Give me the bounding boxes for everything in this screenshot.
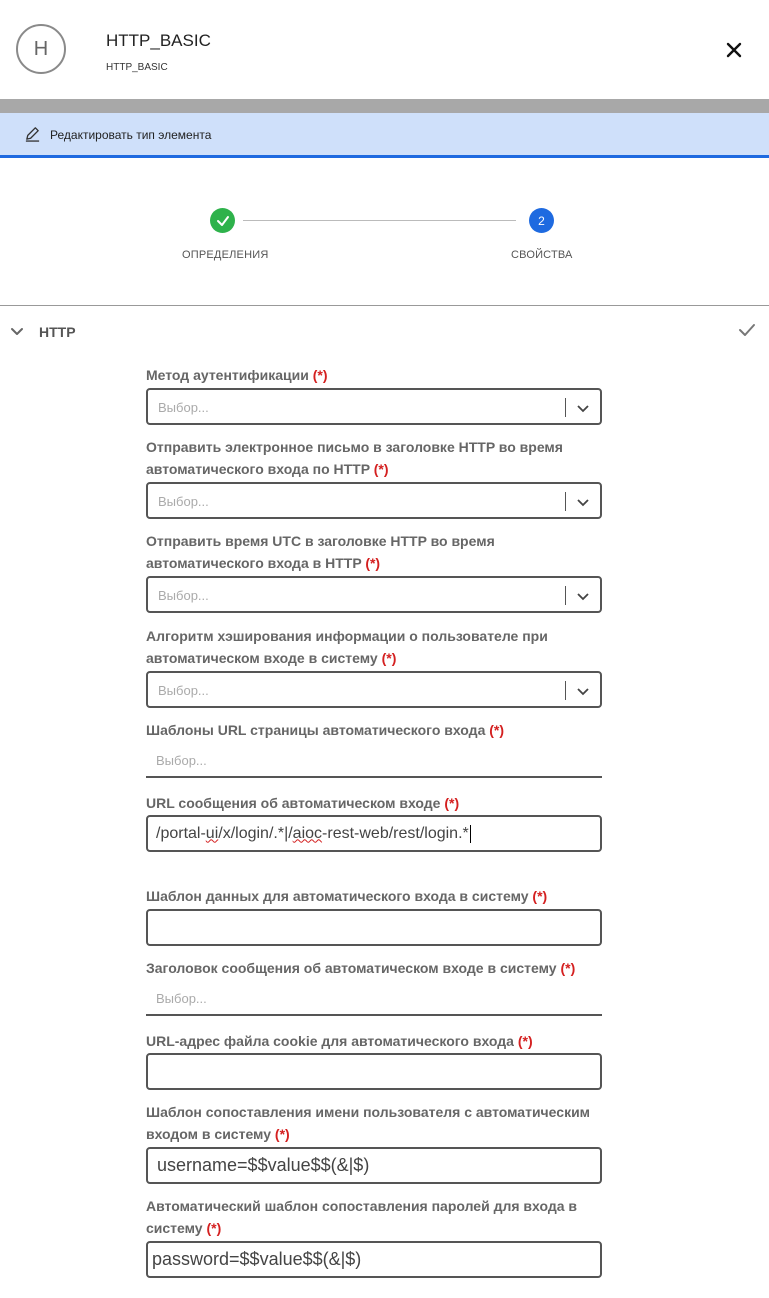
cookie-url-input[interactable] xyxy=(146,1053,602,1090)
step-connector xyxy=(243,220,516,221)
message-header-multiselect[interactable] xyxy=(146,983,602,1016)
field-label-message-header: Заголовок сообщения об автоматическом входе в систему (*) xyxy=(146,960,576,976)
select-separator xyxy=(565,586,566,605)
required-mark: (*) xyxy=(373,461,389,477)
section-title: HTTP xyxy=(39,324,76,340)
multiselect-placeholder: Выбор... xyxy=(156,991,207,1006)
section-header-http[interactable] xyxy=(0,306,769,356)
select-placeholder: Выбор... xyxy=(158,683,209,698)
dialog-subtitle: HTTP_BASIC xyxy=(106,62,168,73)
required-mark: (*) xyxy=(312,367,328,383)
select-placeholder: Выбор... xyxy=(158,494,209,509)
auth-method-select[interactable] xyxy=(146,388,602,425)
chevron-down-icon[interactable] xyxy=(576,589,590,603)
required-mark: (*) xyxy=(365,555,381,571)
close-icon[interactable] xyxy=(722,38,746,62)
step-number-badge[interactable]: 2 xyxy=(529,208,554,233)
chevron-down-icon[interactable] xyxy=(9,324,25,340)
dialog-title: HTTP_BASIC xyxy=(106,31,211,50)
multiselect-placeholder: Выбор... xyxy=(156,753,207,768)
select-separator xyxy=(565,492,566,511)
required-mark: (*) xyxy=(274,1126,290,1142)
username-map-input[interactable]: username=$$value$$(&|$) xyxy=(146,1147,602,1184)
edit-mode-label: Редактировать тип элемента xyxy=(50,128,212,142)
stepper xyxy=(0,161,769,305)
edit-mode-banner xyxy=(0,113,769,158)
required-mark: (*) xyxy=(381,650,397,666)
step-label-definitions[interactable]: ОПРЕДЕЛЕНИЯ xyxy=(182,249,269,261)
field-label-url-patterns: Шаблоны URL страницы автоматического входа (*) xyxy=(146,722,505,738)
step-label-properties[interactable]: СВОЙСТВА xyxy=(511,249,573,261)
required-mark: (*) xyxy=(489,722,505,738)
select-separator xyxy=(565,398,566,417)
field-label-username-map: Шаблон сопоставления имени пользователя с автоматическим входом в систему (*) xyxy=(146,1104,591,1142)
check-icon xyxy=(216,214,230,228)
field-label-send-utc: Отправить время UTC в заголовке HTTP во время автоматического входа в HTTP (*) xyxy=(146,533,495,571)
data-template-input[interactable] xyxy=(146,909,602,946)
required-mark: (*) xyxy=(517,1033,533,1049)
field-label-auth-method: Метод аутентификации (*) xyxy=(146,367,328,383)
send-email-select[interactable] xyxy=(146,482,602,519)
select-placeholder: Выбор... xyxy=(158,588,209,603)
hash-algorithm-select[interactable] xyxy=(146,671,602,708)
required-mark: (*) xyxy=(206,1220,222,1236)
required-mark: (*) xyxy=(560,960,576,976)
message-url-input[interactable]: /portal- ui /x/login/.*|/ aioc -rest-web/rest/login.* xyxy=(146,815,602,852)
chevron-down-icon[interactable] xyxy=(576,495,590,509)
field-label-send-email: Отправить электронное письмо в заголовке HTTP во время автоматического входа по HTTP (*) xyxy=(146,439,563,477)
dialog-header xyxy=(0,0,769,99)
send-utc-select[interactable] xyxy=(146,576,602,613)
chevron-down-icon[interactable] xyxy=(576,684,590,698)
avatar: H xyxy=(16,24,66,74)
field-label-password-map: Автоматический шаблон сопоставления паролей для входа в систему (*) xyxy=(146,1198,578,1236)
chevron-down-icon[interactable] xyxy=(576,401,590,415)
select-separator xyxy=(565,681,566,700)
required-mark: (*) xyxy=(444,795,460,811)
url-patterns-multiselect[interactable] xyxy=(146,745,602,778)
password-map-input[interactable]: password=$$value$$(&|$) xyxy=(146,1241,602,1278)
header-divider-bar xyxy=(0,99,769,113)
field-label-message-url: URL сообщения об автоматическом входе (*) xyxy=(146,795,460,811)
step-done-icon[interactable] xyxy=(210,208,235,233)
select-placeholder: Выбор... xyxy=(158,400,209,415)
pencil-icon xyxy=(24,125,41,142)
check-icon xyxy=(737,320,757,340)
field-label-hash-algorithm: Алгоритм хэширования информации о пользователе при автоматическом входе в систему (*) xyxy=(146,628,548,666)
required-mark: (*) xyxy=(532,888,548,904)
field-label-data-template: Шаблон данных для автоматического входа в систему (*) xyxy=(146,888,548,904)
field-label-cookie-url: URL-адрес файла cookie для автоматического входа (*) xyxy=(146,1033,533,1049)
